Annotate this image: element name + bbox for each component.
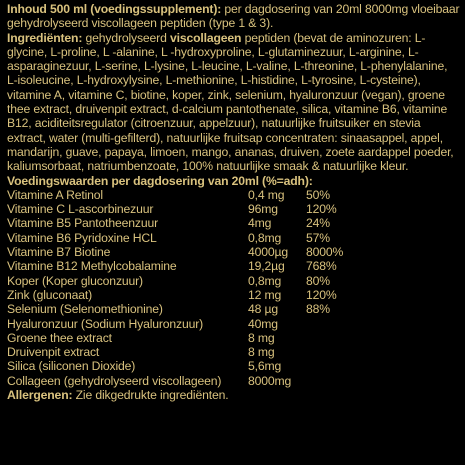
nutrient-amount: 4mg <box>248 216 272 231</box>
nutrient-percentage: 57% <box>306 230 330 245</box>
nutrient-percentage: 768% <box>306 259 337 274</box>
nutrient-amount: 12 mg <box>248 287 282 302</box>
nutrition-row <box>7 245 386 259</box>
nutrient-amount: 8000mg <box>248 373 292 388</box>
nutrient-name: Vitamine B7 Biotine <box>7 245 111 260</box>
nutrition-row <box>7 331 386 345</box>
allergens-paragraph <box>7 388 461 402</box>
nutrient-name: Zink (gluconaat) <box>7 287 92 302</box>
nutrition-heading: Voedingswaarden per dagdosering van 20ml (%=adh): <box>7 173 313 188</box>
content-paragraph <box>7 2 461 31</box>
nutrition-row <box>7 202 386 216</box>
nutrient-name: Druivenpit extract <box>7 345 100 360</box>
content-text: per dagdosering van 20ml 8000mg vloeibaar gehydrolyseerd viscollageen peptiden (type 1 & 3). <box>7 2 460 31</box>
nutrient-amount: 40mg <box>248 316 278 331</box>
ingredients-label: Ingrediënten: <box>7 30 83 45</box>
nutrient-name: Selenium (Selenomethionine) <box>7 302 163 317</box>
nutrition-row <box>7 302 386 316</box>
nutrient-name: Groene thee extract <box>7 330 112 345</box>
nutrition-table <box>7 188 386 388</box>
ingredients-paragraph <box>7 31 461 174</box>
nutrient-percentage <box>306 317 386 331</box>
nutrition-row <box>7 188 386 202</box>
nutrition-row <box>7 231 386 245</box>
nutrient-percentage <box>306 345 386 359</box>
nutrition-row <box>7 216 386 230</box>
nutrient-amount: 0,4 mg <box>248 187 285 202</box>
nutrient-amount: 48 µg <box>248 302 278 317</box>
nutrient-name: Vitamine B5 Pantotheenzuur <box>7 216 159 231</box>
allergens-text: Zie dikgedrukte ingrediënten. <box>72 388 229 403</box>
nutrient-name: Silica (siliconen Dioxide) <box>7 359 136 374</box>
nutrition-row <box>7 345 386 359</box>
nutrient-amount: 5,6mg <box>248 359 282 374</box>
nutrient-percentage <box>306 359 386 373</box>
content-label: Inhoud 500 ml (voedingssupplement): <box>7 2 222 16</box>
nutrient-amount: 0,8mg <box>248 230 282 245</box>
nutrient-percentage: 88% <box>306 302 330 317</box>
nutrition-row <box>7 317 386 331</box>
nutrient-amount: 96mg <box>248 202 278 217</box>
nutrient-name: Vitamine B12 Methylcobalamine <box>7 259 177 274</box>
nutrient-name: Collageen (gehydrolyseerd viscollageen) <box>7 373 222 388</box>
nutrient-amount: 8 mg <box>248 330 275 345</box>
nutrient-percentage: 120% <box>306 287 337 302</box>
nutrient-name: Vitamine C L-ascorbinezuur <box>7 202 154 217</box>
nutrient-percentage: 8000% <box>306 245 344 260</box>
nutrient-amount: 8 mg <box>248 345 275 360</box>
nutrient-name: Vitamine A Retinol <box>7 187 103 202</box>
nutrient-name: Vitamine B6 Pyridoxine HCL <box>7 230 157 245</box>
nutrition-row <box>7 288 386 302</box>
nutrient-amount: 0,8mg <box>248 273 282 288</box>
ingredients-bold-collagen: viscollageen <box>169 30 242 45</box>
ingredients-text-pre: gehydrolyseerd <box>82 30 170 45</box>
nutrient-name: Hyaluronzuur (Sodium Hyaluronzuur) <box>7 316 204 331</box>
nutrient-percentage: 120% <box>306 202 337 217</box>
nutrient-percentage: 80% <box>306 273 330 288</box>
nutrient-percentage: 50% <box>306 187 330 202</box>
nutrition-row <box>7 259 386 273</box>
nutrition-row <box>7 274 386 288</box>
ingredients-text-post: peptiden (bevat de aminozuren: L-glycine, L-proline, L -alanine, L -hydroxyproline, L-glutaminezuur, L-arginine, L-asparaginezuur, L-serine, L-lysine, L-leucine, L-valine, L-threonine, L-phenylalanine, L-isoleucine, L-hydroxylysine, L-methionine, L-histidine, L-tyrosine, L-cysteine), vitamine A, vitamine C, biotine, koper, zink, selenium, hyaluronzuur (vegan), groene thee extract, druivenpit extract, d-calcium pantothenate, silica, vitamine B6, vitamine B12, aciditeitsregulator (citroenzuur, appelzuur), natuurlijke fruitsuiker en stevia extract, water (multi-gefilterd), natuurlijke fruitsap concentraten: sinaasappel, appel, mandarijn, guave, papaya, limoen, mango, ananas, druiven, zoete aardappel poeder, kaliumsorbaat, natriumbenzoate, 100% natuurlijke smaak & natuurlijke kleur. <box>7 30 454 174</box>
nutrient-name: Koper (Koper gluconzuur) <box>7 273 143 288</box>
nutrition-row <box>7 359 386 373</box>
nutrient-percentage: 24% <box>306 216 330 231</box>
nutrient-amount: 4000µg <box>248 245 289 260</box>
nutrition-row <box>7 374 386 388</box>
nutrient-percentage <box>306 374 386 388</box>
nutrient-amount: 19,2µg <box>248 259 285 274</box>
allergens-label: Allergenen: <box>7 388 73 403</box>
nutrient-percentage <box>306 331 386 345</box>
